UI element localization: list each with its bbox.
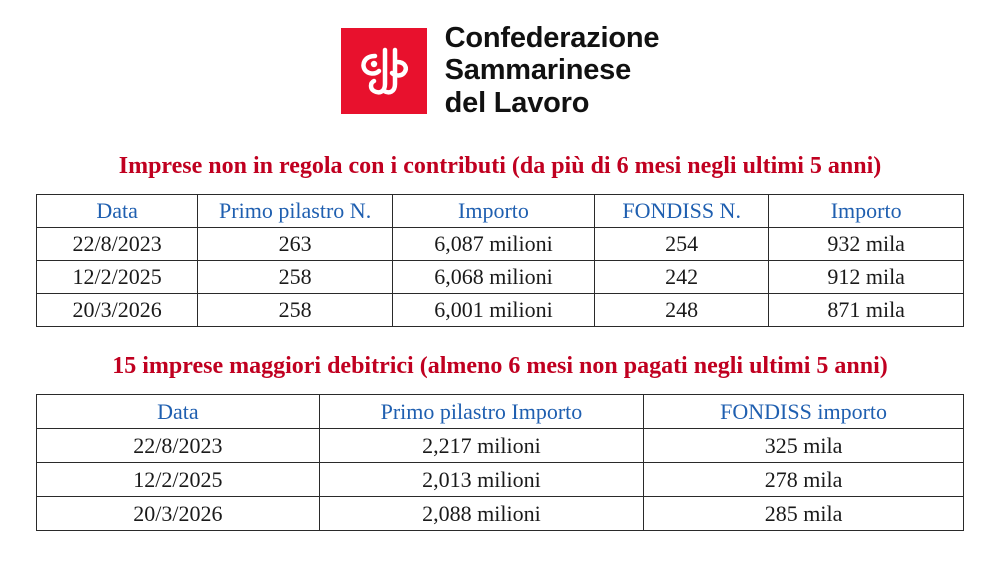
table-row	[37, 429, 964, 463]
table-1-wrapper	[0, 194, 1000, 327]
cell-data: 22/8/2023	[37, 228, 198, 261]
column-header-fondiss-n: FONDISS N.	[595, 195, 769, 228]
cell-primo-pilastro-importo: 2,013 milioni	[319, 463, 643, 497]
section-title-1: Imprese non in regola con i contributi (da più di 6 mesi negli ultimi 5 anni)	[118, 153, 882, 180]
cell-fondiss-n: 254	[595, 228, 769, 261]
cell-importo-1: 6,001 milioni	[392, 294, 594, 327]
table-row	[37, 228, 964, 261]
top-debtors-table	[36, 394, 964, 531]
table-header-row	[37, 395, 964, 429]
cell-importo-1: 6,087 milioni	[392, 228, 594, 261]
contributions-table	[36, 194, 964, 327]
cell-data: 20/3/2026	[37, 497, 320, 531]
org-name-line-2: Sammarinese	[444, 54, 632, 87]
cell-fondiss-importo: 278 mila	[644, 463, 964, 497]
column-header-importo-1: Importo	[392, 195, 594, 228]
section-title-2: 15 imprese maggiori debitrici (almeno 6 mesi non pagati negli ultimi 5 anni)	[112, 353, 888, 380]
cell-primo-pilastro-importo: 2,217 milioni	[319, 429, 643, 463]
cell-primo-pilastro-n: 258	[198, 261, 393, 294]
cell-fondiss-n: 242	[595, 261, 769, 294]
cell-fondiss-n: 248	[595, 294, 769, 327]
table-2-wrapper	[0, 394, 1000, 531]
table-header-row	[37, 195, 964, 228]
cell-primo-pilastro-n: 263	[198, 228, 393, 261]
column-header-data: Data	[37, 395, 320, 429]
column-header-fondiss-importo: FONDISS importo	[644, 395, 964, 429]
cell-fondiss-importo: 325 mila	[644, 429, 964, 463]
cell-data: 12/2/2025	[37, 463, 320, 497]
organization-name	[445, 22, 660, 119]
cell-data: 12/2/2025	[37, 261, 198, 294]
cell-importo-1: 6,068 milioni	[392, 261, 594, 294]
column-header-primo-pilastro-importo: Primo pilastro Importo	[319, 395, 643, 429]
cell-importo-2: 912 mila	[769, 261, 964, 294]
cell-fondiss-importo: 285 mila	[644, 497, 964, 531]
column-header-primo-pilastro-n: Primo pilastro N.	[198, 195, 393, 228]
table-row	[37, 463, 964, 497]
csdl-logo-icon	[341, 28, 427, 114]
cell-importo-2: 871 mila	[769, 294, 964, 327]
cell-primo-pilastro-importo: 2,088 milioni	[319, 497, 643, 531]
cell-data: 20/3/2026	[37, 294, 198, 327]
header	[0, 0, 1000, 119]
column-header-data: Data	[37, 195, 198, 228]
table-row	[37, 294, 964, 327]
table-row	[37, 497, 964, 531]
org-name-line-1: Confederazione	[444, 22, 660, 54]
column-header-importo-2: Importo	[769, 195, 964, 228]
org-name-line-3: del Lavoro	[444, 86, 590, 119]
cell-importo-2: 932 mila	[769, 228, 964, 261]
table-row	[37, 261, 964, 294]
cell-primo-pilastro-n: 258	[198, 294, 393, 327]
cell-data: 22/8/2023	[37, 429, 320, 463]
